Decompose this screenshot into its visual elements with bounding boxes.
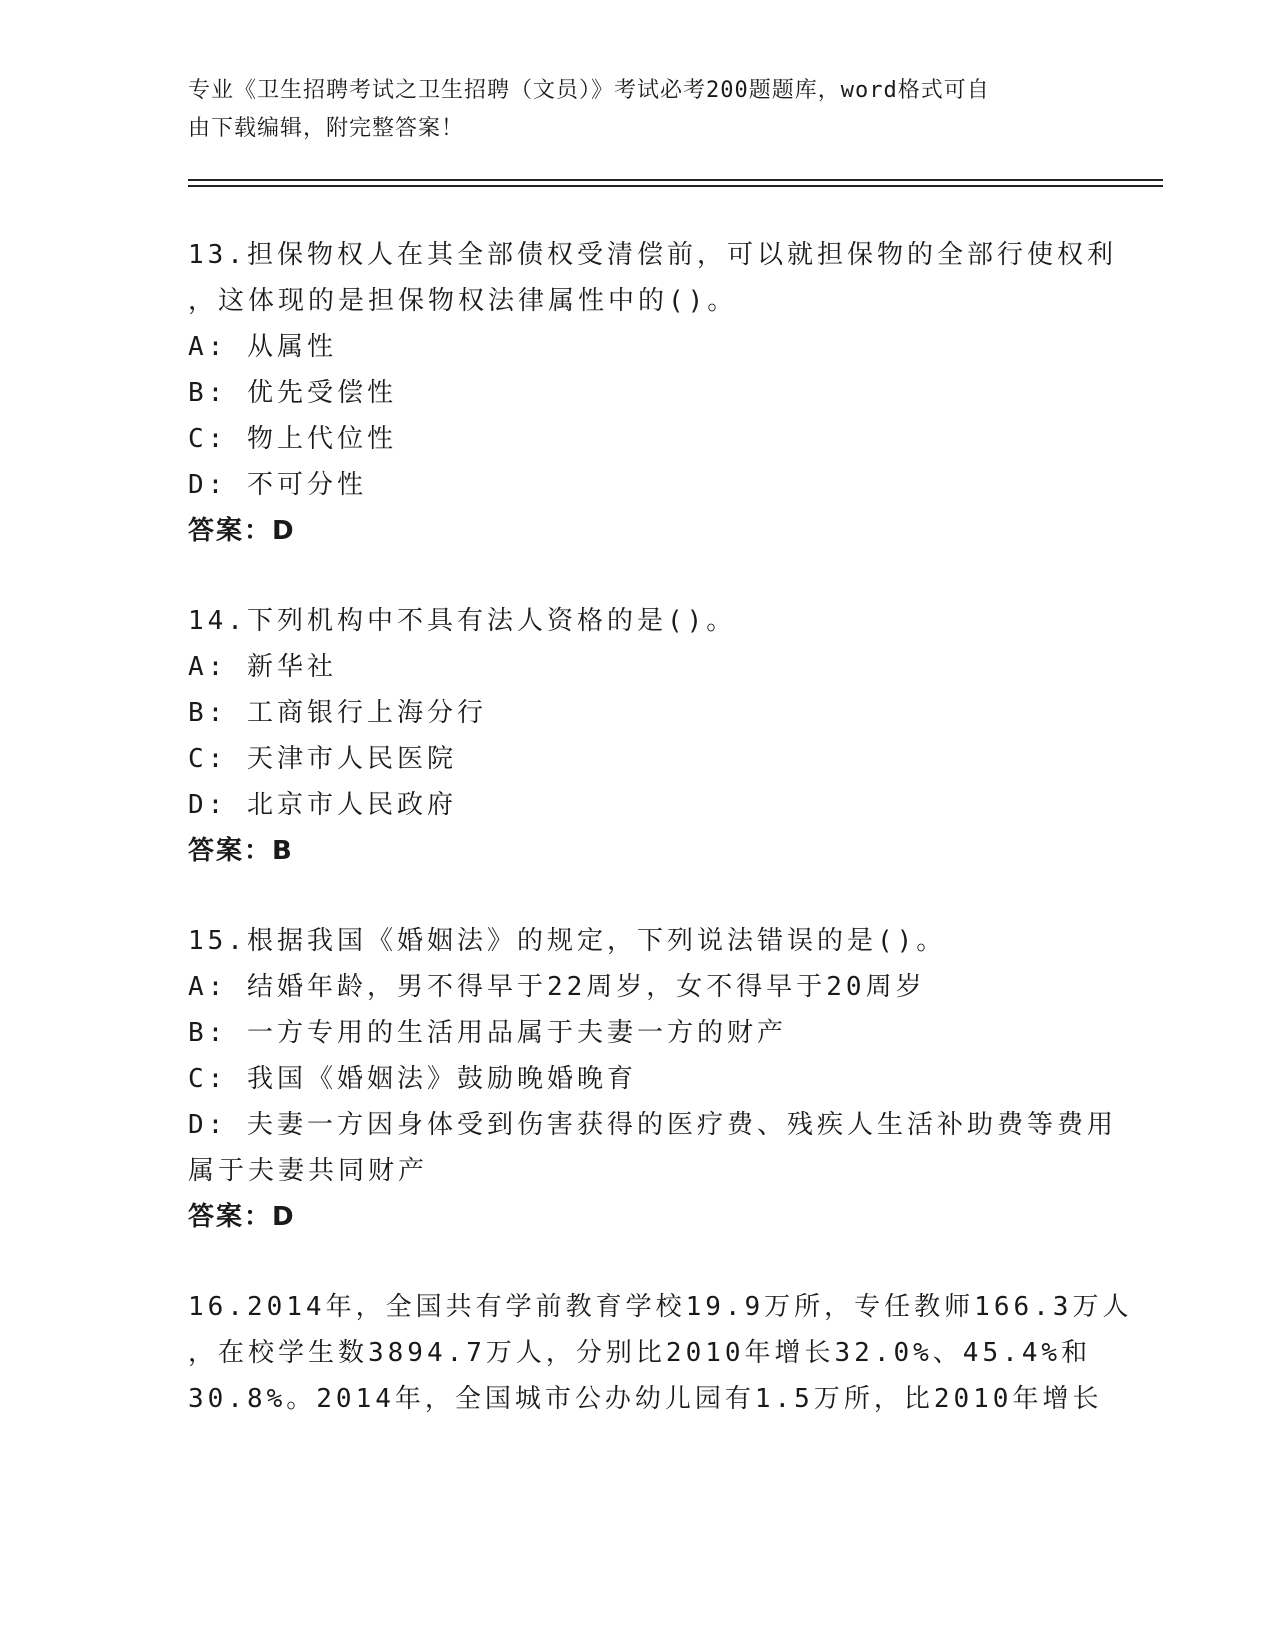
question-16: [188, 1284, 1133, 1422]
option-c: C: 我国《婚姻法》鼓励晚婚晚育: [188, 1064, 637, 1094]
option-c: C: 天津市人民医院: [188, 744, 457, 774]
option-c: C: 物上代位性: [188, 424, 397, 454]
document-header: [188, 72, 1068, 148]
question-stem-line: 13.担保物权人在其全部债权受清偿前，可以就担保物的全部行使权利: [188, 240, 1117, 270]
answer-label: 答案：D: [188, 516, 296, 546]
spacer: [188, 874, 1088, 918]
option-a: A: 结婚年龄，男不得早于22周岁，女不得早于20周岁: [188, 972, 926, 1002]
question-stem-line: 15.根据我国《婚姻法》的规定，下列说法错误的是()。: [188, 926, 947, 956]
header-divider-bottom: [188, 185, 1163, 187]
question-stem-line: ，这体现的是担保物权法律属性中的()。: [188, 286, 738, 316]
answer-label: 答案：D: [188, 1202, 296, 1232]
question-14: [188, 598, 1088, 874]
question-list: [188, 232, 1133, 1422]
option-b: B: 一方专用的生活用品属于夫妻一方的财产: [188, 1018, 787, 1048]
spacer: [188, 1240, 1088, 1284]
question-stem-line: 14.下列机构中不具有法人资格的是()。: [188, 606, 737, 636]
option-d: D: 夫妻一方因身体受到伤害获得的医疗费、残疾人生活补助费等费用: [188, 1110, 1117, 1140]
header-divider-top: [188, 179, 1163, 181]
option-a: A: 新华社: [188, 652, 337, 682]
option-a: A: 从属性: [188, 332, 337, 362]
option-d: D: 不可分性: [188, 470, 367, 500]
header-line-1: 专业《卫生招聘考试之卫生招聘（文员）》考试必考200题题库，word格式可自: [188, 78, 990, 103]
question-15: [188, 918, 1117, 1240]
question-stem-line: ，在校学生数3894.7万人，分别比2010年增长32.0%、45.4%和: [188, 1338, 1092, 1368]
question-stem-line: 30.8%。2014年，全国城市公办幼儿园有1.5万所，比2010年增长: [188, 1384, 1103, 1414]
question-13: [188, 232, 1117, 554]
question-stem-line: 16.2014年，全国共有学前教育学校19.9万所，专任教师166.3万人: [188, 1292, 1133, 1322]
spacer: [188, 554, 1088, 598]
option-d: D: 北京市人民政府: [188, 790, 457, 820]
option-b: B: 工商银行上海分行: [188, 698, 487, 728]
option-b: B: 优先受偿性: [188, 378, 397, 408]
option-d-continued: 属于夫妻共同财产: [188, 1156, 429, 1186]
answer-label: 答案：B: [188, 836, 294, 866]
header-line-2: 由下载编辑，附完整答案！: [188, 116, 465, 141]
